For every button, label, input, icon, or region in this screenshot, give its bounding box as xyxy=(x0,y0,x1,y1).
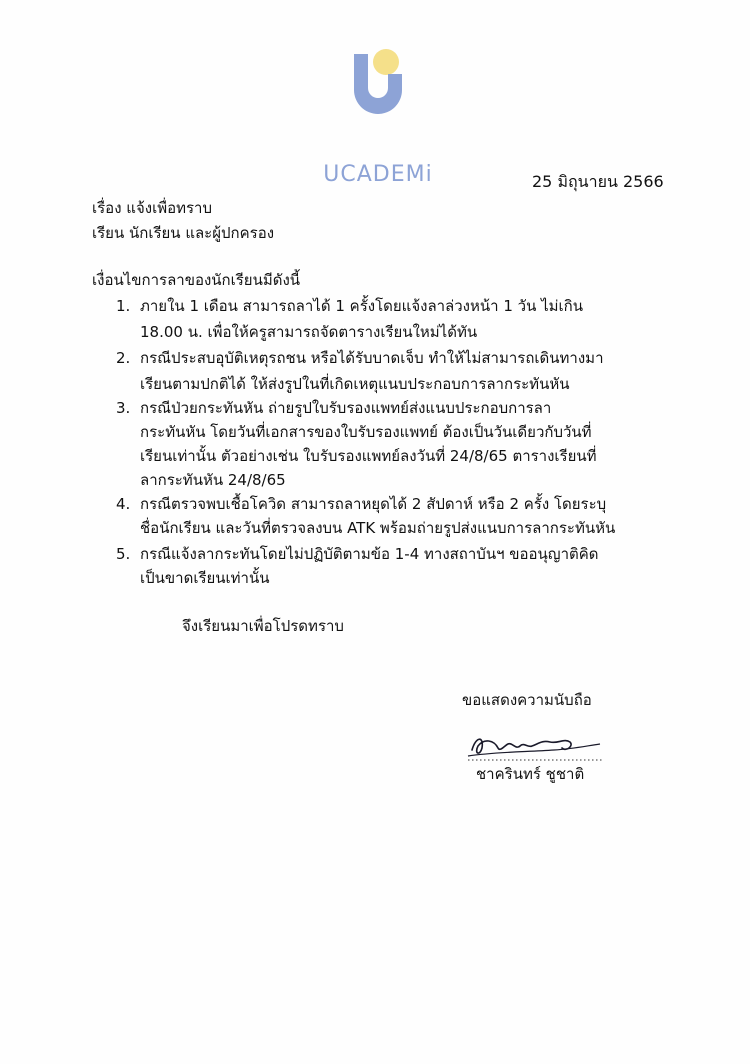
item-line: ชื่อนักเรียน และวันที่ตรวจลงบน ATK พร้อมถ่ายรูปส่งแนบการลากระทันหัน xyxy=(140,519,616,537)
ucademi-u-icon xyxy=(348,48,408,118)
letter-subject: เรื่อง แจ้งเพื่อทราบ xyxy=(92,199,212,217)
item-line: เป็นขาดเรียนเท่านั้น xyxy=(140,569,270,587)
item-number: 4. xyxy=(116,495,131,513)
item-number: 2. xyxy=(116,349,131,367)
item-line: กรณีตรวจพบเชื้อโควิด สามารถลาหยุดได้ 2 สัปดาห์ หรือ 2 ครั้ง โดยระบุ xyxy=(140,495,607,513)
letter-closing: จึงเรียนมาเพื่อโปรดทราบ xyxy=(182,617,344,635)
item-number: 5. xyxy=(116,545,131,563)
item-line: 18.00 น. เพื่อให้ครูสามารถจัดตารางเรียนใหม่ได้ทัน xyxy=(140,323,478,341)
letter-date: 25 มิถุนายน 2566 xyxy=(532,172,664,191)
item-number: 1. xyxy=(116,297,131,315)
ucademi-logo xyxy=(318,44,438,187)
signatory-name: ชาครินทร์ ชูชาติ xyxy=(476,765,585,783)
brand-name: UCADEMi xyxy=(323,162,433,187)
item-line: เรียนตามปกติได้ ให้ส่งรูปในที่เกิดเหตุแนบประกอบการลากระทันหัน xyxy=(140,375,570,393)
item-line: กรณีแจ้งลากระทันโดยไม่ปฏิบัติตามข้อ 1-4 ทางสถาบันฯ ขออนุญาติคิด xyxy=(140,545,599,563)
item-line: เรียนเท่านั้น ตัวอย่างเช่น ใบรับรองแพทย์ลงวันที่ 24/8/65 ตารางเรียนที่ xyxy=(140,447,597,465)
item-line: กระทันหัน โดยวันที่เอกสารของใบรับรองแพทย์ ต้องเป็นวันเดียวกับวันที่ xyxy=(140,423,592,441)
letter-recipient: เรียน นักเรียน และผู้ปกครอง xyxy=(92,224,275,242)
letter-regards: ขอแสดงความนับถือ xyxy=(462,691,592,709)
letter-intro: เงื่อนไขการลาของนักเรียนมีดังนี้ xyxy=(92,271,301,289)
item-line: กรณีป่วยกระทันหัน ถ่ายรูปใบรับรองแพทย์ส่งแนบประกอบการลา xyxy=(140,399,552,417)
item-number: 3. xyxy=(116,399,131,417)
handwritten-signature xyxy=(454,726,604,766)
item-line: ภายใน 1 เดือน สามารถลาได้ 1 ครั้งโดยแจ้งลาล่วงหน้า 1 วัน ไม่เกิน xyxy=(140,297,583,315)
item-line: ลากระทันหัน 24/8/65 xyxy=(140,471,286,489)
item-line: กรณีประสบอุบัติเหตุรถชน หรือได้รับบาดเจ็บ ทำให้ไม่สามารถเดินทางมา xyxy=(140,349,604,367)
